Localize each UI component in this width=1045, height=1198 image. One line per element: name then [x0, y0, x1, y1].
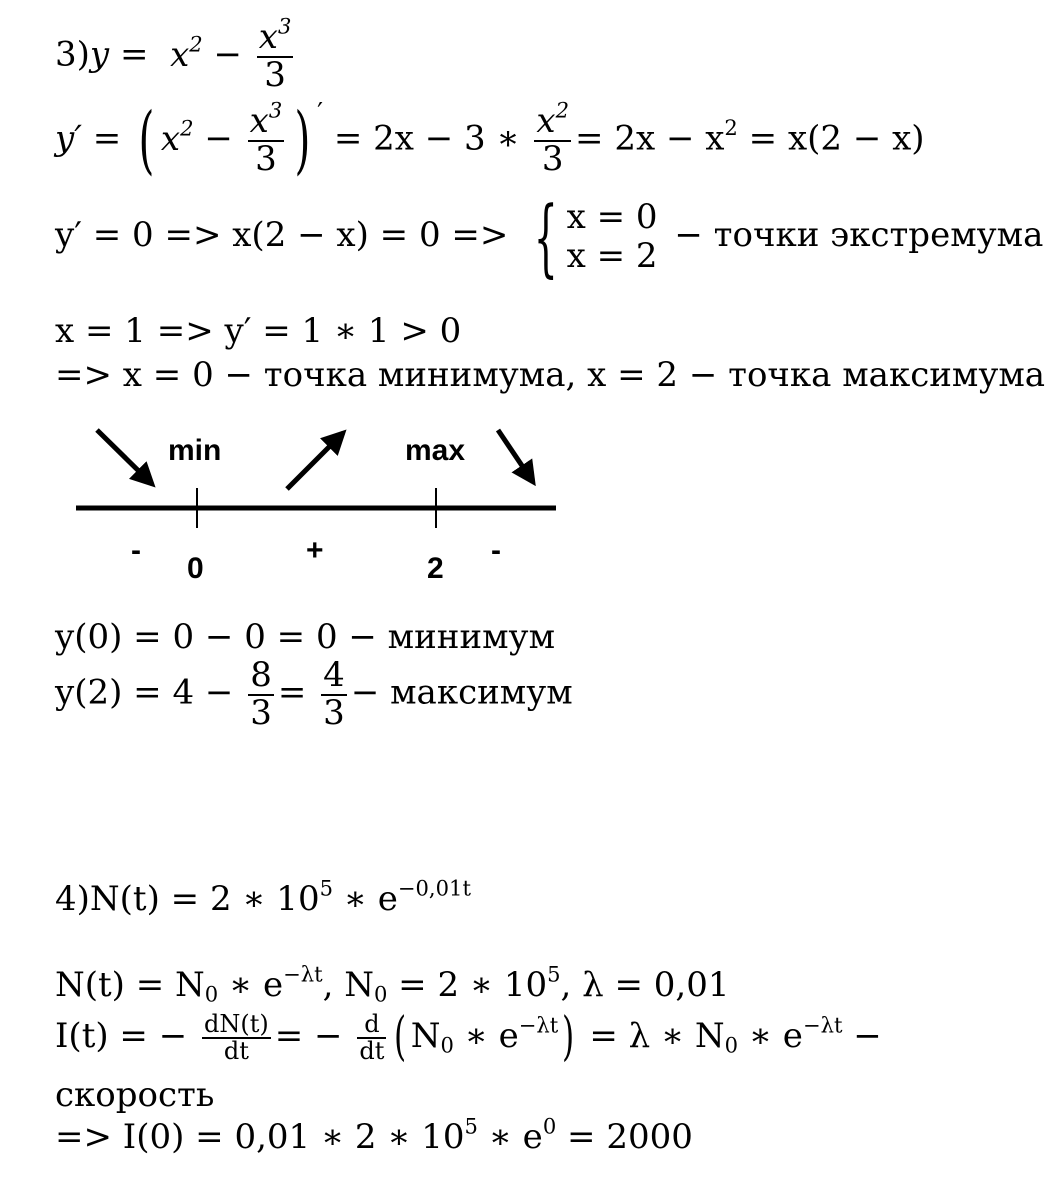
p3-extremum-text: − точки экстремума [674, 215, 1044, 256]
p3-deriv-part1: = 2x − 3 ∗ [333, 118, 520, 159]
p3-frac-8-3: $\frac{8}{3}$ [250, 655, 272, 733]
p3-max-x: x = 2 [576, 355, 679, 395]
p4-I-def: I(t) = − [55, 1016, 188, 1057]
sign-mid: + [306, 534, 324, 567]
p3-case-x0: x = 0 [566, 197, 658, 237]
p3-deriv-part2: = 2x − x [575, 118, 725, 159]
p3-line9: y(2) = 4 − $\frac{8}{3}$ = $\frac{4}{3}$ − максимум [55, 655, 573, 733]
p4-label: 4) [55, 879, 90, 919]
p3-y: y [89, 34, 110, 75]
tick-2-label: 2 [427, 552, 444, 585]
p3-max-word: − максимум [350, 672, 573, 713]
label-min: min [168, 434, 222, 467]
p3-critical-eq: y′ = 0 => x(2 − x) = 0 => [55, 215, 509, 256]
p3-line1: $3)y = x^2$ − $\frac{x^3}{3}$ [55, 13, 292, 95]
p3-frac-x2-over-3: $\frac{x^2}{3}$ [536, 97, 570, 179]
p3-yprime: y′ [55, 118, 82, 159]
p3-system-brace: { x = 0 x = 2 [533, 187, 658, 286]
p4-frac-d-dt: $\frac{d}{dt}$ [359, 1010, 385, 1066]
p4-line4 [55, 1075, 215, 1115]
p3-line2: y′ = ( $x^2$ − $\frac{x^3}{3}$ ) ′ = 2x − 3 ∗ $\frac{x^2}{3}$ = $2x - x^2 = x(2 - x)$ [55, 97, 925, 184]
p4-line2: $N(t) = N_0$ ∗ $e^{-\lambda t}$, $N_0 = 2$ ∗ $10^5$, λ = 0,01 [55, 961, 730, 1007]
p3-min-x: => x = 0 [55, 355, 214, 395]
p3-frac-x3-over-3: $\frac{x^3}{3}$ [258, 13, 292, 95]
p4-line5: => I(0) = 0,01 ∗ 2 ∗ $10^5$ ∗ $e^0 = 2000$ [55, 1113, 693, 1157]
p3-y2: y(2) = 4 − [55, 672, 234, 713]
sign-chart [0, 0, 1008, 600]
p4-line1: 4)N(t) = 2 ∗ $10^5$ ∗ $e^{-0,01t}$ [55, 875, 471, 919]
arrow-decreasing-left-icon [97, 430, 152, 484]
p3-frac-x3-over-3b: $\frac{x^3}{3}$ [249, 97, 283, 179]
p3-min-word: − минимум [337, 617, 556, 657]
p3-label: 3) [55, 34, 90, 75]
p3-deriv-part3: = x(2 − x) [748, 118, 925, 159]
p3-case-x2: x = 2 [566, 236, 658, 277]
p3-x2: $x^2$ [170, 30, 203, 75]
label-max: max [405, 434, 466, 467]
arrow-decreasing-right-icon [498, 430, 533, 482]
p3-min-text: − точка минимума, [213, 355, 577, 395]
p3-y0: y(0) = 0 − 0 = 0 [55, 617, 338, 657]
sign-left: - [131, 534, 141, 567]
tick-0-label: 0 [187, 552, 204, 585]
p4-law: N(t) = N [55, 965, 205, 1005]
p4-speed-word: скорость [55, 1075, 215, 1115]
p4-line3: I(t) = − $\frac{dN(t)}{dt}$ = − $\frac{d}{dt}$ ( $N_0$ ∗ $e^{-\lambda t}) = \lambda$ ∗ $N_0$ ∗ $e^{-\lambda t}$ − [55, 1007, 882, 1068]
p3-line8 [55, 617, 556, 657]
p4-lambda: , λ = 0,01 [560, 965, 730, 1005]
p3-eq: = [119, 34, 149, 75]
p3-max-text: − точка максимума [678, 355, 1045, 395]
p4-N-def: N(t) = 2 ∗ 10 [89, 879, 320, 919]
arrow-increasing-icon [287, 433, 343, 489]
sign-right: - [491, 534, 501, 567]
p3-frac-4-3: $\frac{4}{3}$ [323, 655, 345, 733]
p4-result: => I(0) = 0,01 ∗ 2 ∗ 10 [55, 1117, 465, 1157]
p3-test-point: x = 1 => y′ = 1 ∗ 1 > 0 [55, 311, 462, 351]
p4-frac-dN-dt: $\frac{dN(t)}{dt}$ [204, 1010, 269, 1066]
